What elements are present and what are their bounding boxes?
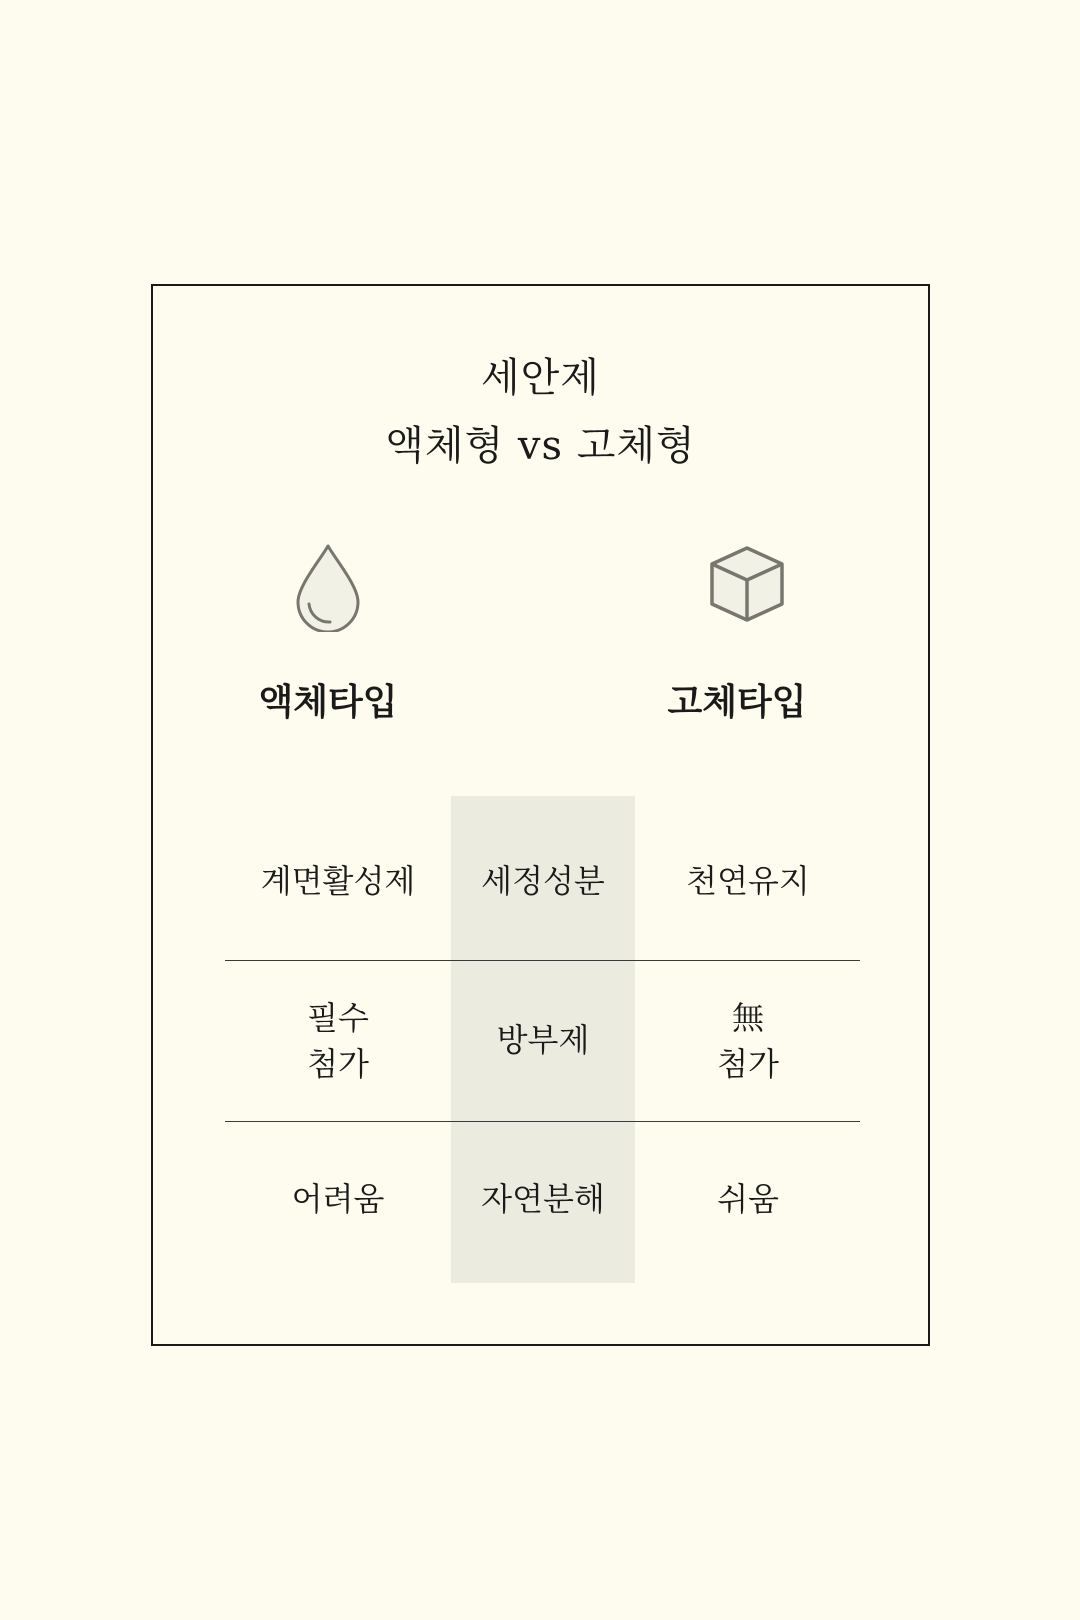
solid-type-label: 고체타입 (667, 681, 807, 723)
solid-cleansing-ingredient: 천연유지 (686, 862, 810, 900)
liquid-type-label: 액체타입 (258, 681, 398, 723)
category-preservative: 방부제 (496, 1021, 590, 1059)
page-subtitle: 액체형 vs 고체형 (385, 423, 696, 469)
liquid-biodegradation: 어려움 (291, 1180, 385, 1218)
water-drop-icon (292, 542, 364, 632)
liquid-preservative: 필수 첨가 (307, 999, 369, 1083)
page-title: 세안제 (481, 355, 600, 401)
cube-icon (708, 544, 786, 624)
category-cleansing-ingredient: 세정성분 (481, 862, 605, 900)
row-divider (225, 960, 860, 961)
solid-biodegradation: 쉬움 (717, 1180, 779, 1218)
solid-preservative: 無 첨가 (717, 999, 779, 1083)
category-biodegradation: 자연분해 (481, 1180, 605, 1218)
liquid-cleansing-ingredient: 계면활성제 (260, 862, 416, 900)
row-divider (225, 1121, 860, 1122)
comparison-card (151, 284, 930, 1346)
